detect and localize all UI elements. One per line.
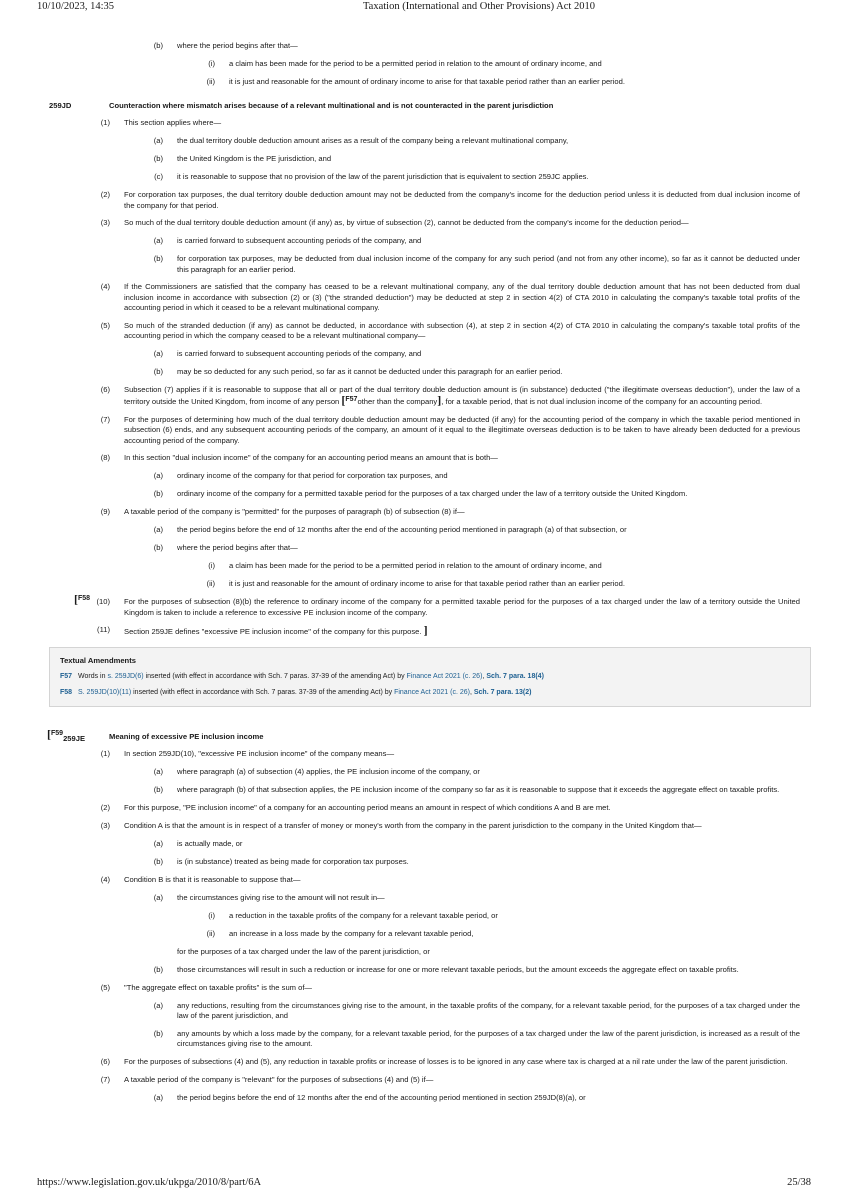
link-finance-act-2021[interactable]: Finance Act 2021 (c. 26) xyxy=(394,688,470,696)
inserted-words: other than the company xyxy=(357,397,438,406)
document-title: Taxation (International and Other Provisions) Act 2010 xyxy=(363,1,595,12)
paragraph-5b: (b) may be so deducted for any such period, so far as it cannot be deducted under this paragraph for an earlier period. xyxy=(153,366,563,376)
print-date: 10/10/2023, 14:35 xyxy=(37,1,115,12)
amendment-open-bracket: [ xyxy=(74,592,78,606)
source-url[interactable]: https://www.legislation.gov.uk/ukpga/2010/8/part/6A xyxy=(37,1177,262,1188)
section-number: 259JE xyxy=(63,733,86,743)
paragraph-3b: (b) for corporation tax purposes, may be deducted from dual inclusion income of the company for any such period (and not from any other income), so far as it cannot be deducted under this paragraph for an earlier period. xyxy=(153,254,800,274)
paragraph-8a: (a) ordinary income of the company for that period for corporation tax purposes, and xyxy=(153,471,448,480)
footnote-marker-f58[interactable]: F58 xyxy=(78,595,91,602)
paragraph-9b: (b) where the period begins after that— xyxy=(153,543,298,552)
je-paragraph-1a: (a) where paragraph (a) of subsection (4) applies, the PE inclusion income of the company, or xyxy=(153,766,480,776)
section-heading-259jd xyxy=(0,101,848,113)
amendment-close-bracket: ] xyxy=(437,393,442,407)
amendment-f58: F58 S. 259JD(10)(11) inserted (with effect in accordance with Sch. 7 paras. 37-39 of the amending Act) by Finance Act 2021 (c. 26), Sch. 7 para. 13(2) xyxy=(60,688,800,699)
je-paragraph-3a: (a) is actually made, or xyxy=(153,838,243,848)
amendment-code-f57[interactable]: F57 xyxy=(60,673,73,680)
footnote-marker-f57[interactable]: F57 xyxy=(345,396,358,403)
paragraph-3a: (a) is carried forward to subsequent accounting periods of the company, and xyxy=(153,236,422,245)
link-s259jd10-11[interactable]: S. 259JD(10)(11) xyxy=(78,688,132,696)
subsection-6: (6) Subsection (7) applies if it is reasonable to suppose that all or part of the dual territory double deduction amount is (in substance) deducted ("the illegitimate overseas deduction"), under the law of a territory outside the United Kingdom, from income of any person [F57other than the company], for a taxable period, that is not dual inclusion income of the company for an accounting period. xyxy=(100,384,800,407)
amendment-close-bracket: ] xyxy=(423,623,428,637)
je-paragraph-5b: (b) any amounts by which a loss made by the company, for a relevant taxable period, for the purposes of a tax charged under the law of the parent jurisdiction, is increased as a result of the circumstances giving rise to the amount. xyxy=(153,1028,800,1048)
amendment-open-bracket: [ xyxy=(47,726,51,741)
page-content xyxy=(0,38,848,1104)
amendment-code-f58[interactable]: F58 xyxy=(60,688,73,696)
je-subparagraph-4a-ii: (ii) an increase in a loss made by the company for a relevant taxable period, xyxy=(206,928,474,938)
je-subsection-1: (1) In section 259JD(10), "excessive PE inclusion income" of the company means— xyxy=(100,748,395,758)
link-s259jd6[interactable]: s. 259JD(6) xyxy=(107,673,144,680)
subsection-11: (11) Section 259JE defines "excessive PE inclusion income" of the company for this purpose. ] xyxy=(97,623,428,637)
amendments-title: Textual Amendments xyxy=(60,655,136,665)
je-subsection-6: (6) For the purposes of subsections (4) and (5), any reduction in taxable profits or increase of losses is to be ignored in any case where tax is charged at a nil rate under the law of the parent jurisdiction. xyxy=(100,1056,788,1066)
para-top-b-i: (i) a claim has been made for the period to be a permitted period in relation to the amount of ordinary income, and xyxy=(208,59,602,68)
je-subsection-7: (7) A taxable period of the company is "relevant" for the purposes of subsections (4) and (5) if— xyxy=(100,1074,434,1084)
paragraph-8b: (b) ordinary income of the company for a permitted taxable period for the purposes of a tax charged under the law of a territory outside the United Kingdom. xyxy=(153,489,688,498)
subsection-9: (9) A taxable period of the company is "permitted" for the purposes of paragraph (b) of subsection (8) if— xyxy=(100,507,465,516)
page-header xyxy=(0,0,848,16)
je-subsection-2: (2) For this purpose, "PE inclusion income" of a company for an accounting period means an amount in respect of which conditions A and B are met. xyxy=(100,802,611,812)
para-top-b: (b) where the period begins after that— xyxy=(153,41,298,50)
je-paragraph-3b: (b) is (in substance) treated as being made for corporation tax purposes. xyxy=(153,856,409,866)
section-title: Counteraction where mismatch arises because of a relevant multinational and is not counteracted in the parent jurisdiction xyxy=(109,101,554,110)
link-finance-act-2021[interactable]: Finance Act 2021 (c. 26) xyxy=(406,673,483,680)
subsection-3: (3) So much of the dual territory double deduction amount (if any) as, by virtue of subsection (2), cannot be deducted from the company's income for the deduction period— xyxy=(100,218,689,227)
subsection-2: (2) For corporation tax purposes, the dual territory double deduction amount may not be deducted from the company's income for the deduction period unless it is deducted from dual inclusion income of the company for that period. xyxy=(100,190,800,210)
paragraph-9a: (a) the period begins before the end of 12 months after the end of the accounting period mentioned in paragraph (a) of that subsection, or xyxy=(153,525,627,534)
je-paragraph-5a: (a) any reductions, resulting from the circumstances giving rise to the amount, in the taxable profits of the company, for a relevant taxable period, for the purposes of a tax charged under the law of the parent jurisdiction, and xyxy=(153,1000,800,1020)
section-heading-259je xyxy=(0,726,848,744)
subsection-1: (1) This section applies where— xyxy=(100,118,222,127)
subparagraph-9b-i: (i) a claim has been made for the period to be a permitted period in relation to the amount of ordinary income, and xyxy=(208,561,602,570)
paragraph-1a: (a) the dual territory double deduction amount arises as a result of the company being a relevant multinational company, xyxy=(153,136,569,145)
paragraph-1c: (c) it is reasonable to suppose that no provision of the law of the parent jurisdiction that is equivalent to section 259JC applies. xyxy=(154,172,589,181)
amendment-f57: F57 Words in s. 259JD(6) inserted (with effect in accordance with Sch. 7 paras. 37-39 of the amending Act) by Finance Act 2021 (c. 26), Sch. 7 para. 18(4) xyxy=(60,672,800,683)
subparagraph-9b-ii: (ii) it is just and reasonable for the amount of ordinary income to arise for that taxable period rather than an earlier period. xyxy=(206,579,625,588)
je-subparagraph-4a-i: (i) a reduction in the taxable profits of the company for a relevant taxable period, or xyxy=(208,910,498,920)
page-number: 25/38 xyxy=(787,1177,811,1188)
page-footer xyxy=(0,1176,848,1194)
link-sch7-para13-2[interactable]: Sch. 7 para. 13(2) xyxy=(473,688,532,696)
je-subsection-5: (5) "The aggregate effect on taxable profits" is the sum of— xyxy=(100,982,313,992)
je-subsection-4: (4) Condition B is that it is reasonable to suppose that— xyxy=(100,874,301,884)
paragraph-5a: (a) is carried forward to subsequent accounting periods of the company, and xyxy=(153,348,422,358)
je-paragraph-7a: (a) the period begins before the end of 12 months after the end of the accounting period mentioned in section 259JD(8)(a), or xyxy=(153,1092,586,1102)
footnote-marker-f59[interactable]: F59 xyxy=(51,729,64,737)
para-top-b-ii: (ii) it is just and reasonable for the amount of ordinary income to arise for that taxable period rather than an earlier period. xyxy=(206,77,625,86)
je-paragraph-4a: (a) the circumstances giving rise to the amount will not result in— xyxy=(153,892,385,902)
subsection-8: (8) In this section "dual inclusion income" of the company for an accounting period means an amount that is both— xyxy=(100,453,498,462)
textual-amendments-box xyxy=(49,647,811,707)
paragraph-1b: (b) the United Kingdom is the PE jurisdiction, and xyxy=(153,154,332,163)
subsection-7: (7) For the purposes of determining how much of the dual territory double deduction amount may be deducted (if any) for the accounting period of the company in which the taxable period mentioned in subsection (6) ends, and any subsequent accounting periods of the company, an amount of it equal to the illegitimate overseas deduction is to be taken to have already been deducted for a previous accounting period of the company. xyxy=(100,414,800,445)
section-number: 259JD xyxy=(49,101,72,110)
je-paragraph-4b: (b) those circumstances will result in such a reduction or increase for one or more relevant taxable periods, but the amount exceeds the aggregate effect on taxable profits. xyxy=(153,964,739,974)
section-title: Meaning of excessive PE inclusion income xyxy=(109,731,264,741)
link-sch7-para18-4[interactable]: Sch. 7 para. 18(4) xyxy=(486,673,544,680)
subsection-5: (5) So much of the stranded deduction (if any) as cannot be deducted, in accordance with subsection (4), at step 2 in section 4(2) of CTA 2010 in calculating the company's taxable total profits of the accounting period in which the company ceased to be a relevant multinational company— xyxy=(100,320,800,340)
amendment-open-bracket: [ xyxy=(341,393,346,407)
subsection-4: (4) If the Commissioners are satisfied that the company has ceased to be a relevant multinational company, any of the dual territory double deduction amount that has not been deducted from dual inclusion income in accordance with subsection (2) or (3) ("the stranded deduction") may be deducted at step 2 in section 4(2) of CTA 2010 in calculating the company's taxable total profits of the accounting period in which it ceased to be a relevant multinational company. xyxy=(100,282,800,312)
je-paragraph-1b: (b) where paragraph (b) of that subsection applies, the PE inclusion income of the company so far as it is reasonable to suppose that it exceeds the aggregate effect on taxable profits. xyxy=(153,784,780,794)
subsection-10: [F58 (10) For the purposes of subsection (8)(b) the reference to ordinary income of the company for a permitted taxable period for the purposes of a tax charged under the law of a territory outside the United Kingdom is taken to include a reference to excessive PE inclusion income of the company. xyxy=(74,592,800,617)
je-paragraph-4a-continuation: for the purposes of a tax charged under the law of the parent jurisdiction, or xyxy=(177,946,430,956)
je-subsection-3: (3) Condition A is that the amount is in respect of a transfer of money or money's worth from the company in the parent jurisdiction to the company in the United Kingdom that— xyxy=(100,820,702,830)
